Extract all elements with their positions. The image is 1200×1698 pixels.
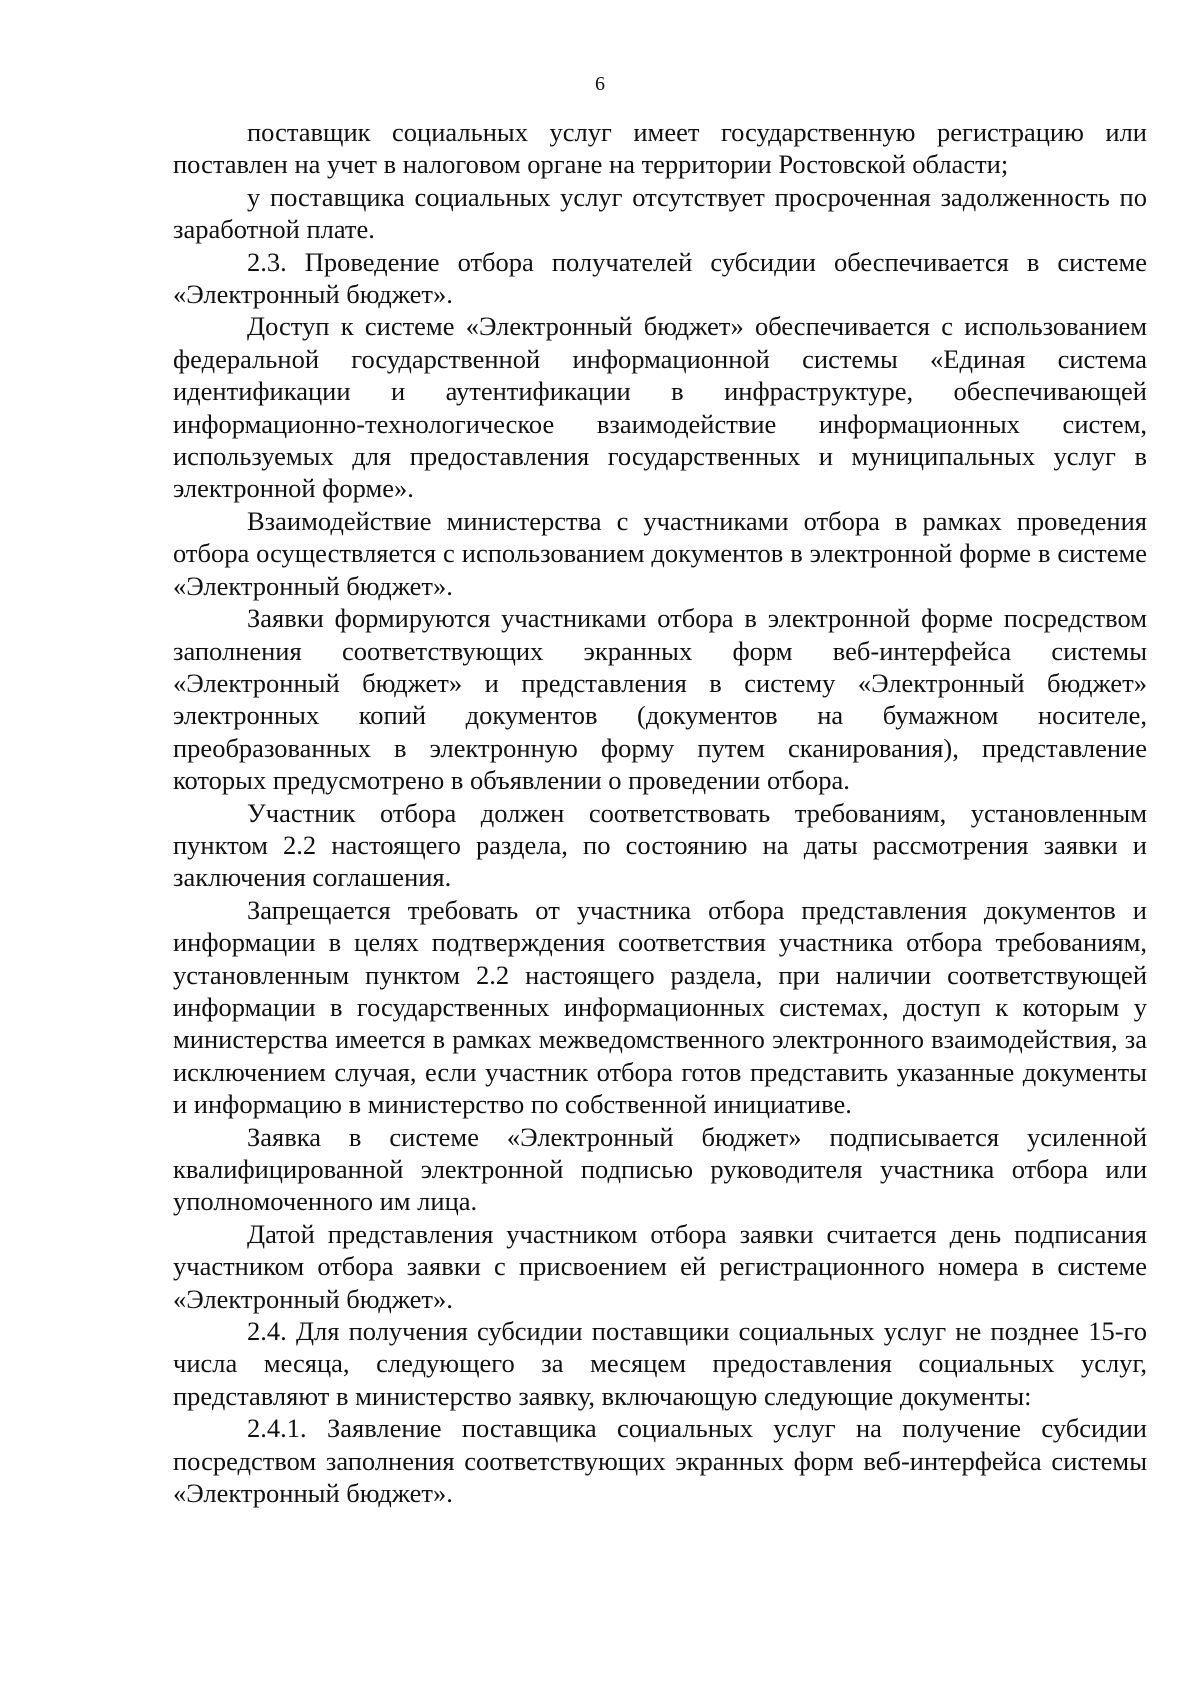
paragraph-participant-requirements: Участник отбора должен соответствовать требованиям, установленным пунктом 2.2 настоящего раздела, по состоянию на даты рассмотрения заявки и заключения соглашения.	[173, 797, 1147, 893]
paragraph-applications: Заявки формируются участниками отбора в электронной форме посредством заполнения соответствующих экранных форм веб-интерфейса системы «Электронный бюджет» и представления в систему «Электронный бюджет» электронных копий документов (документов на бумажном носителе, преобразованных в электронную форму путем сканирования), представление которых предусмотрено в объявлении о проведении отбора.	[173, 603, 1147, 796]
document-body	[173, 116, 1147, 1509]
page-number: 6	[595, 73, 605, 95]
paragraph-registration: поставщик социальных услуг имеет государственную регистрацию или поставлен на учет в налоговом органе на территории Ростовской области;	[173, 117, 1147, 180]
paragraph-signature: Заявка в системе «Электронный бюджет» подписывается усиленной квалифицированной электронной подписью руководителя участника отбора или уполномоченного им лица.	[173, 1121, 1147, 1217]
paragraph-access: Доступ к системе «Электронный бюджет» обеспечивается с использованием федеральной государственной информационной системы «Единая система идентификации и аутентификации в инфраструктуре, обеспечивающей информационно-технологическое взаимодействие информационных систем, используемых для предоставления государственных и муниципальных услуг в электронной форме».	[173, 311, 1147, 504]
paragraph-2-3: 2.3. Проведение отбора получателей субсидии обеспечивается в системе «Электронный бюджет».	[173, 246, 1147, 310]
paragraph-2-4-1: 2.4.1. Заявление поставщика социальных услуг на получение субсидии посредством заполнения соответствующих экранных форм веб-интерфейса системы «Электронный бюджет».	[173, 1413, 1147, 1509]
paragraph-submission-date: Датой представления участником отбора заявки считается день подписания участником отбора заявки с присвоением ей регистрационного номера в системе «Электронный бюджет».	[173, 1218, 1147, 1314]
paragraph-interaction: Взаимодействие министерства с участниками отбора в рамках проведения отбора осуществляется с использованием документов в электронной форме в системе «Электронный бюджет».	[173, 505, 1147, 601]
paragraph-prohibition: Запрещается требовать от участника отбора представления документов и информации в целях подтверждения соответствия участника отбора требованиям, установленным пунктом 2.2 настоящего раздела, при наличии соответствующей информации в государственных информационных системах, доступ к которым у министерства имеется в рамках межведомственного электронного взаимодействия, за исключением случая, если участник отбора готов представить указанные документы и информацию в министерство по собственной инициативе.	[173, 894, 1147, 1120]
paragraph-salary-debt: у поставщика социальных услуг отсутствует просроченная задолженность по заработной плате.	[173, 181, 1147, 245]
paragraph-2-4: 2.4. Для получения субсидии поставщики социальных услуг не позднее 15-го числа месяца, следующего за месяцем предоставления социальных услуг, представляют в министерство заявку, включающую следующие документы:	[173, 1316, 1147, 1411]
